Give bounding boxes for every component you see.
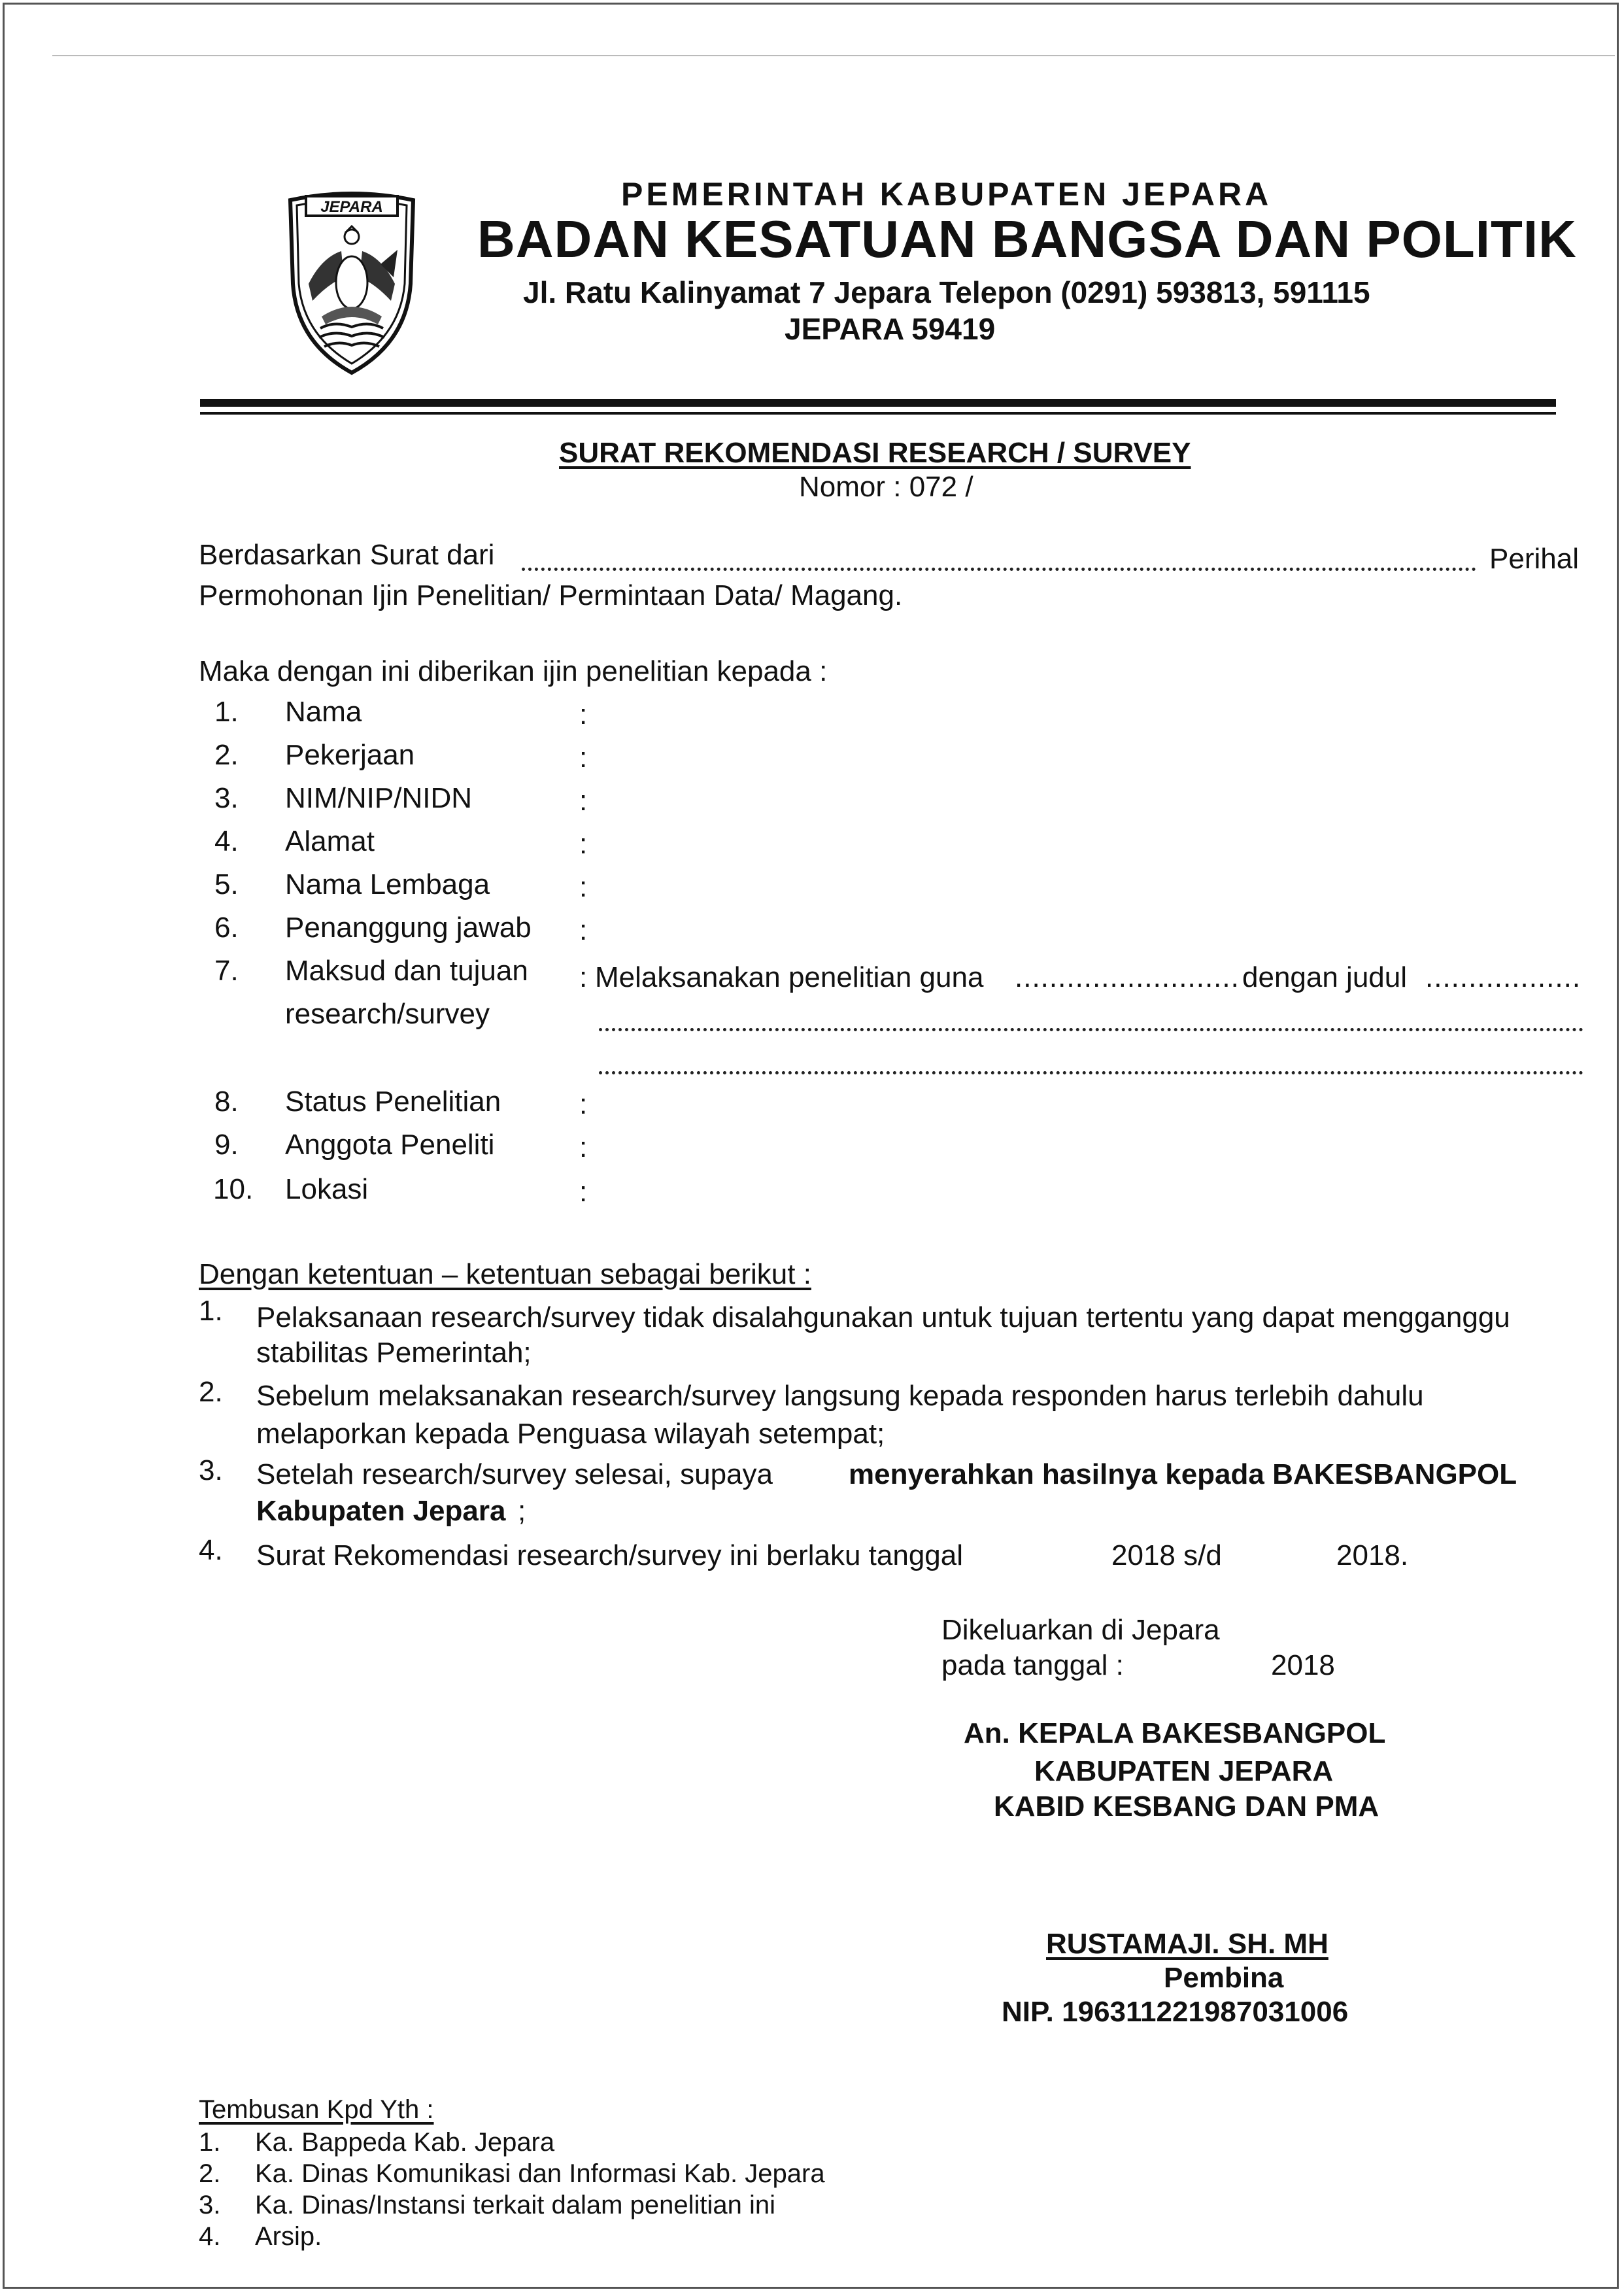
field-number: 8. (214, 1086, 239, 1118)
issued-date-label: pada tanggal : (941, 1649, 1124, 1681)
intro-line-start: Berdasarkan Surat dari (199, 539, 495, 571)
document-number: Nomor : 072 / (799, 471, 973, 503)
issued-place: Dikeluarkan di Jepara (941, 1614, 1220, 1646)
field-colon: : (579, 742, 588, 774)
field-colon: : (579, 828, 588, 860)
condition-number: 1. (199, 1295, 223, 1327)
signatory-nip: NIP. 196311221987031006 (1002, 1996, 1349, 2028)
field-number: 2. (214, 739, 239, 771)
signatory-title-3: KABID KESBANG DAN PMA (994, 1790, 1379, 1823)
condition-1-line-2: stabilitas Pemerintah; (256, 1337, 532, 1369)
title-blank-line-1 (599, 1028, 1583, 1031)
agency-name: BADAN KESATUAN BANGSA DAN POLITIK (477, 210, 1577, 268)
signatory-rank: Pembina (1164, 1962, 1284, 1994)
cc-item-1: Ka. Bappeda Kab. Jepara (255, 2128, 555, 2157)
condition-number: 2. (199, 1376, 223, 1408)
government-heading: PEMERINTAH KABUPATEN JEPARA (621, 176, 1272, 213)
cc-heading: Tembusan Kpd Yth : (199, 2095, 434, 2124)
field-label-penanggung-jawab: Penanggung jawab (285, 912, 532, 944)
condition-number: 3. (199, 1454, 223, 1486)
field-label-pekerjaan: Pekerjaan (285, 739, 415, 771)
title-blank: .................. (1425, 961, 1582, 993)
agency-city: JEPARA 59419 (785, 312, 996, 346)
issued-date-year: 2018 (1271, 1649, 1335, 1681)
field-number: 9. (214, 1129, 239, 1161)
field-value-maksud: Melaksanakan penelitian guna (595, 961, 984, 993)
intro-subject: Permohonan Ijin Penelitian/ Permintaan Data/ Magang. (199, 579, 903, 611)
field-label-lokasi: Lokasi (285, 1173, 369, 1205)
field-label-anggota: Anggota Peneliti (285, 1129, 495, 1161)
letterhead-divider-thick (200, 399, 1556, 407)
condition-3-line-1b: menyerahkan hasilnya kepada BAKESBANGPOL (849, 1458, 1517, 1490)
field-title-label: dengan judul (1242, 961, 1408, 993)
field-colon: : (579, 1131, 588, 1163)
field-label-maksud-cont: research/survey (285, 998, 490, 1030)
validity-end: 2018. (1336, 1539, 1409, 1571)
scan-edge-line (52, 55, 1615, 56)
field-colon: : (579, 785, 588, 817)
field-label-nim: NIM/NIP/NIDN (285, 782, 472, 814)
field-label-lembaga: Nama Lembaga (285, 868, 490, 900)
field-colon: : (579, 1088, 588, 1120)
signatory-title-1: An. KEPALA BAKESBANGPOL (964, 1717, 1386, 1749)
agency-address: Jl. Ratu Kalinyamat 7 Jepara Telepon (0291) 593813, 591115 (523, 275, 1370, 309)
signatory-title-2: KABUPATEN JEPARA (1034, 1755, 1334, 1787)
cc-number: 2. (199, 2159, 221, 2188)
condition-3-line-2b: ; (518, 1495, 526, 1527)
field-number: 6. (214, 912, 239, 944)
purpose-blank: .......................... (1015, 961, 1240, 993)
condition-3-line-2a: Kabupaten Jepara (256, 1495, 506, 1527)
field-number: 1. (214, 696, 239, 728)
validity-start: 2018 s/d (1111, 1539, 1222, 1571)
field-number: 3. (214, 782, 239, 814)
letterhead-divider-thin (200, 412, 1556, 415)
field-colon: : (579, 698, 588, 730)
signatory-name: RUSTAMAJI. SH. MH (1046, 1928, 1328, 1960)
field-colon: : (579, 961, 588, 993)
field-colon: : (579, 1176, 588, 1208)
field-colon: : (579, 871, 588, 903)
condition-1-line-1: Pelaksanaan research/survey tidak disalahgunakan untuk tujuan tertentu yang dapat mengganggu (256, 1301, 1510, 1333)
field-label-nama: Nama (285, 696, 362, 728)
grant-statement: Maka dengan ini diberikan ijin penelitian kepada : (199, 655, 828, 687)
condition-4-line-1: Surat Rekomendasi research/survey ini berlaku tanggal (256, 1539, 964, 1571)
cc-number: 3. (199, 2191, 221, 2219)
field-number: 7. (214, 955, 239, 987)
conditions-heading: Dengan ketentuan – ketentuan sebagai berikut : (199, 1258, 811, 1290)
field-label-maksud: Maksud dan tujuan (285, 955, 528, 987)
field-number: 10. (213, 1173, 254, 1205)
cc-item-2: Ka. Dinas Komunikasi dan Informasi Kab. Jepara (255, 2159, 825, 2188)
intro-sender-blank (522, 568, 1476, 571)
jepara-coat-of-arms-logo (282, 186, 421, 375)
svg-text:JEPARA: JEPARA (320, 198, 383, 216)
cc-item-3: Ka. Dinas/Instansi terkait dalam penelitian ini (255, 2191, 775, 2219)
cc-item-4: Arsip. (255, 2222, 322, 2251)
field-colon: : (579, 914, 588, 946)
condition-2-line-1: Sebelum melaksanakan research/survey langsung kepada responden harus terlebih dahulu (256, 1380, 1424, 1412)
condition-2-line-2: melaporkan kepada Penguasa wilayah setempat; (256, 1418, 885, 1450)
cc-number: 1. (199, 2128, 221, 2157)
document-title: SURAT REKOMENDASI RESEARCH / SURVEY (559, 437, 1191, 469)
cc-number: 4. (199, 2222, 221, 2251)
title-blank-line-2 (599, 1071, 1583, 1074)
field-number: 5. (214, 868, 239, 900)
field-label-alamat: Alamat (285, 825, 375, 857)
field-number: 4. (214, 825, 239, 857)
condition-3-line-1a: Setelah research/survey selesai, supaya (256, 1458, 773, 1490)
intro-line-end: Perihal (1489, 543, 1579, 575)
condition-number: 4. (199, 1534, 223, 1566)
field-label-status: Status Penelitian (285, 1086, 501, 1118)
